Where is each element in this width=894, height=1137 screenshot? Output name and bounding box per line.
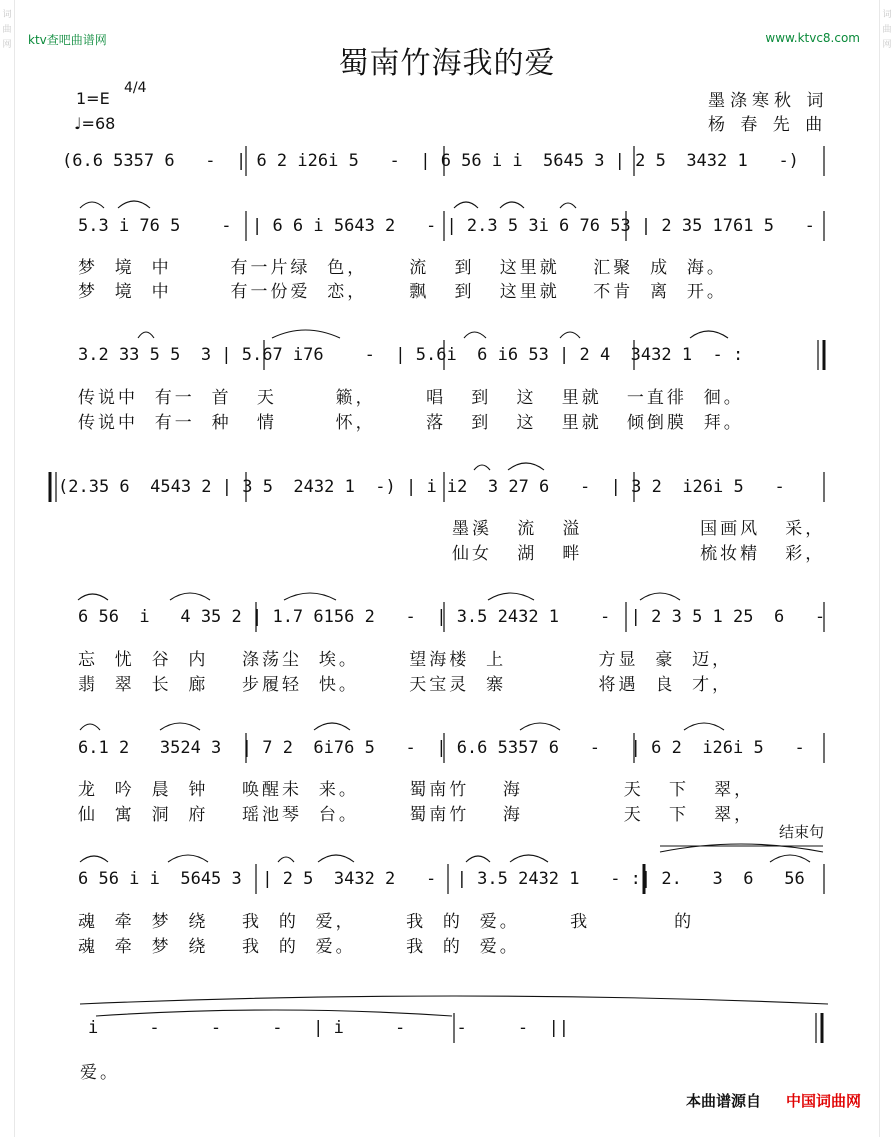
left-watermark-strip	[0, 0, 15, 1137]
ending-label: 结束句	[778, 823, 824, 841]
right-watermark-strip	[879, 0, 894, 1137]
source-label: 本曲谱源自	[685, 1092, 761, 1110]
lyrics-line-8: 爱。	[80, 1063, 120, 1083]
song-title: 蜀南竹海我的爱	[338, 46, 556, 81]
lyrics-line-3-verse-2: 传说中 有一 种 情 怀， 落 到 这 里就 倾倒膜 拜。	[78, 413, 744, 433]
lyrics-line-6-verse-2: 仙 寓 洞 府 瑶池琴 台。 蜀南竹 海 天 下 翠，	[78, 805, 755, 825]
score-line-1: (6.6 5357 6 - | 6 2 i26i 5 - | 6 56 i i 5645 3 | 2 5 3432 1 -)	[62, 151, 799, 171]
composer-credit: 杨 春 先 曲	[708, 115, 828, 135]
lyrics-line-4-verse-1: 墨溪 流 溢 国画风 采，	[452, 519, 826, 539]
score-line-3: 3.2 33 5 5 3 | 5.67 i76 - | 5.6i 6 i6 53 | 2 4 3432 1 - :	[78, 345, 744, 365]
tempo-marking: ♩=68	[74, 114, 116, 133]
lyrics-line-3-verse-1: 传说中 有一 首 天 籁， 唱 到 这 里就 一直徘 徊。	[78, 388, 744, 408]
watermark-left: ktv查吧曲谱网	[28, 33, 107, 47]
score-line-2: 5.3 i 76 5 - | 6 6 i 5643 2 - | 2.3 5 3i 6 76 53 | 2 35 1761 5 -	[78, 216, 815, 236]
lyricist-credit: 墨涤寒秋 词	[708, 91, 829, 111]
score-line-5: 6 56 i 4 35 2 | 1.7 6156 2 - | 3.5 2432 1 - | 2 3 5 1 25 6 -	[78, 607, 826, 627]
lyrics-line-2-verse-2: 梦 境 中 有一份爱 恋， 飘 到 这里就 不肯 离 开。	[78, 282, 727, 302]
side-text: 词曲网	[2, 10, 12, 50]
score-line-7: 6 56 i i 5645 3 | 2 5 3432 2 - | 3.5 2432 1 - :| 2. 3 6 56	[78, 869, 805, 889]
lyrics-line-7-verse-2: 魂 牵 梦 绕 我 的 爱。 我 的 爱。	[78, 937, 520, 957]
score-line-8: i - - - | i - - - ||	[88, 1018, 570, 1038]
lyrics-line-6-verse-1: 龙 吟 晨 钟 唤醒未 来。 蜀南竹 海 天 下 翠，	[78, 780, 755, 800]
side-text: 词曲网	[882, 10, 892, 50]
source-site: 中国词曲网	[785, 1092, 861, 1110]
lyrics-line-7-verse-1: 魂 牵 梦 绕 我 的 爱， 我 的 爱。 我 的	[78, 912, 695, 932]
lyrics-line-4-verse-2: 仙女 湖 畔 梳妆精 彩，	[452, 544, 826, 564]
time-signature: 4/4	[124, 80, 147, 96]
score-line-4: (2.35 6 4543 2 | 3 5 2432 1 -) | i i2 3 27 6 - | 3 2 i26i 5 -	[58, 477, 785, 497]
lyrics-line-2-verse-1: 梦 境 中 有一片绿 色， 流 到 这里就 汇聚 成 海。	[78, 258, 727, 278]
lyrics-line-5-verse-2: 翡 翠 长 廊 步履轻 快。 天宝灵 寨 将遇 良 才，	[78, 675, 733, 695]
watermark-right: www.ktvc8.com	[765, 31, 860, 45]
key-signature: 1=E	[76, 89, 110, 108]
score-line-6: 6.1 2 3524 3 | 7 2 6i76 5 - | 6.6 5357 6 - | 6 2 i26i 5 -	[78, 738, 805, 758]
lyrics-line-5-verse-1: 忘 忧 谷 内 涤荡尘 埃。 望海楼 上 方显 豪 迈，	[78, 650, 733, 670]
